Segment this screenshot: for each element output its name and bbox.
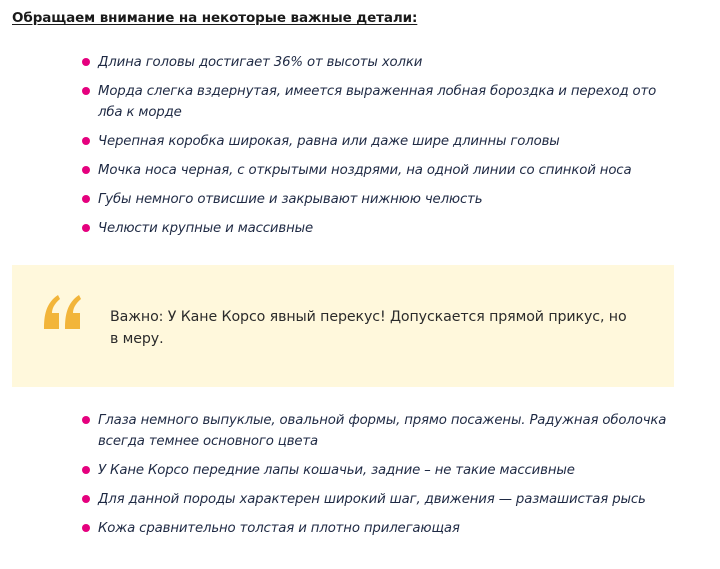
- bullet-dot-icon: [82, 166, 90, 174]
- features-list-top: [82, 52, 682, 247]
- list-item-text: Для данной породы характерен широкий шаг, движения — размашистая рысь: [98, 492, 646, 507]
- list-item: [82, 518, 682, 539]
- bullet-dot-icon: [82, 224, 90, 232]
- bullet-dot-icon: [82, 524, 90, 532]
- bullet-dot-icon: [82, 58, 90, 66]
- section-heading: Обращаем внимание на некоторые важные детали:: [12, 10, 418, 26]
- bullet-dot-icon: [82, 416, 90, 424]
- list-item-text: Глаза немного выпуклые, овальной формы, прямо посажены. Радужная оболочка всегда темнее основного цвета: [98, 413, 667, 449]
- list-item: [82, 52, 682, 73]
- list-item: [82, 160, 682, 181]
- bullet-dot-icon: [82, 137, 90, 145]
- list-item: [82, 460, 682, 481]
- list-item-text: Челюсти крупные и массивные: [98, 221, 314, 236]
- bullet-dot-icon: [82, 195, 90, 203]
- list-item-text: Кожа сравнительно толстая и плотно прилегающая: [98, 521, 460, 536]
- bullet-dot-icon: [82, 495, 90, 503]
- list-item: [82, 81, 682, 123]
- list-item-text: Морда слегка вздернутая, имеется выраженная лобная бороздка и переход ото лба к морде: [98, 84, 657, 120]
- list-item: [82, 131, 682, 152]
- list-item: [82, 189, 682, 210]
- bullet-dot-icon: [82, 466, 90, 474]
- list-item-text: У Кане Корсо передние лапы кошачьи, задние – не такие массивные: [98, 463, 575, 478]
- list-item: [82, 218, 682, 239]
- list-item-text: Губы немного отвисшие и закрывают нижнюю челюсть: [98, 192, 483, 207]
- list-item: [82, 489, 682, 510]
- important-note-box: [12, 265, 674, 387]
- quote-icon: [40, 291, 84, 331]
- note-text: Важно: У Кане Корсо явный перекус! Допускается прямой прикус, но в меру.: [110, 309, 627, 347]
- list-item-text: Мочка носа черная, с открытыми ноздрями, на одной линии со спинкой носа: [98, 163, 632, 178]
- list-item-text: Длина головы достигает 36% от высоты холки: [98, 55, 423, 70]
- bullet-dot-icon: [82, 87, 90, 95]
- list-item-text: Черепная коробка широкая, равна или даже шире длинны головы: [98, 134, 560, 149]
- list-item: [82, 410, 682, 452]
- features-list-bottom: [82, 410, 682, 547]
